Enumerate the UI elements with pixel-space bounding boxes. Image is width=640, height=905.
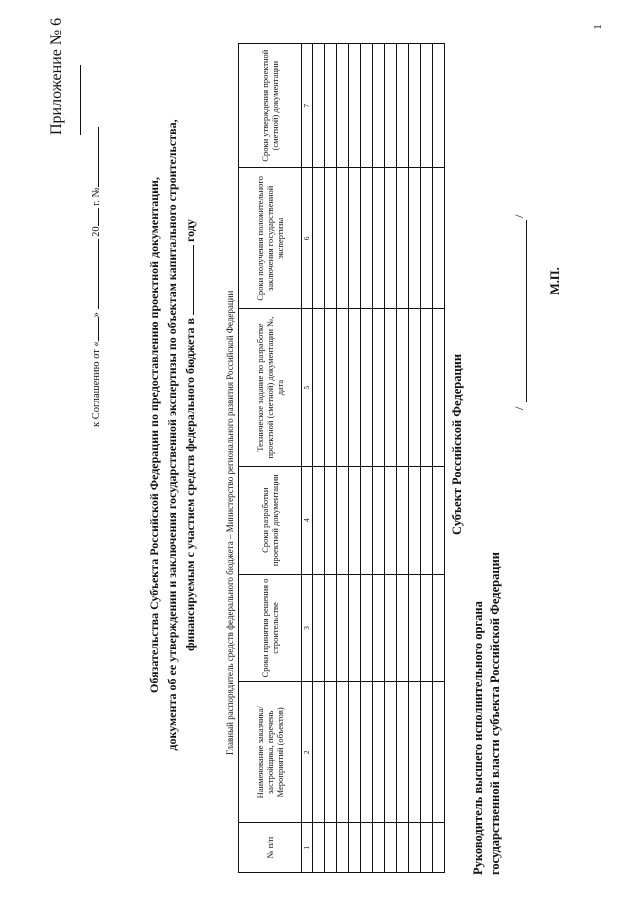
table-cell (421, 574, 433, 682)
table-header-cell: Сроки принятия решения о строительстве (239, 574, 302, 682)
table-cell (313, 823, 325, 873)
table-cell (337, 682, 349, 823)
title-line-1: Обязательства Субъекта Российской Федерации по предоставлению проектной документации, (147, 177, 161, 693)
table-header-cell: Сроки получения положительного заключения государственной экспертизы (239, 168, 302, 309)
table-cell (325, 682, 337, 823)
table-cell (325, 574, 337, 682)
table-header-cell: Сроки разработки проектной документации (239, 466, 302, 574)
agreement-quote: » (91, 312, 102, 318)
table-cell (385, 309, 397, 467)
table-cell (349, 682, 361, 823)
table-cell (397, 823, 409, 873)
appendix-text: Приложение № 6 (48, 17, 65, 135)
table-column-number: 4 (302, 466, 313, 574)
table-cell (409, 309, 421, 467)
table-cell (349, 466, 361, 574)
table-cell (325, 466, 337, 574)
document-title (145, 115, 199, 755)
table-column-number: 5 (302, 309, 313, 467)
table-row (409, 44, 421, 873)
table-cell (361, 44, 373, 168)
head-label-line-2: государственной власти субъекта Российской Федерации (488, 552, 502, 875)
table-cell (313, 309, 325, 467)
table-header-cell: Наименование заказчика/застройщика, перечень Мероприятий (объектов) (239, 682, 302, 823)
table-cell (421, 823, 433, 873)
table-cell (361, 466, 373, 574)
table-cell (433, 682, 445, 823)
table-column-number: 1 (302, 823, 313, 873)
table-cell (433, 168, 445, 309)
agreement-reference (88, 127, 102, 427)
table-cell (397, 466, 409, 574)
table-cell (433, 466, 445, 574)
table-cell (373, 309, 385, 467)
table-cell (349, 823, 361, 873)
table-cell (373, 466, 385, 574)
table-row (361, 44, 373, 873)
table-cell (337, 574, 349, 682)
table-cell (349, 309, 361, 467)
table-header-cell: Техническое задание по разработке проектной (сметной) документации №, дата (239, 309, 302, 467)
agreement-day-blank (88, 317, 99, 341)
table-row (349, 44, 361, 873)
table-cell (385, 466, 397, 574)
table-row (397, 44, 409, 873)
table-row (325, 44, 337, 873)
signature-slash-left: / (512, 406, 526, 410)
signature-line (526, 220, 527, 402)
table-cell (337, 44, 349, 168)
table-cell (421, 309, 433, 467)
table-cell (313, 574, 325, 682)
table-cell (373, 823, 385, 873)
table-cell (349, 168, 361, 309)
table-header-row (239, 44, 302, 873)
table-cell (313, 44, 325, 168)
table-cell (409, 44, 421, 168)
table-cell (433, 309, 445, 467)
table-cell (313, 466, 325, 574)
table-row (337, 44, 349, 873)
table-cell (325, 823, 337, 873)
agreement-year-blank (88, 208, 99, 226)
subject-title: Субъект Российской Федерации (450, 353, 464, 535)
table-cell (361, 682, 373, 823)
title-year-blank (182, 245, 194, 315)
title-line-3-prefix: финансируемым с участием средств федерального бюджета в (183, 318, 197, 651)
table-cell (361, 823, 373, 873)
table-cell (313, 682, 325, 823)
agreement-month-blank (88, 239, 99, 309)
agreement-number-blank (88, 127, 99, 187)
table-cell (325, 168, 337, 309)
appendix-label (48, 0, 86, 135)
table-cell (325, 44, 337, 168)
table-cell (421, 682, 433, 823)
seal-placeholder: М.П. (548, 267, 562, 295)
head-label-line-1: Руководитель высшего исполнительного органа (471, 601, 485, 875)
table-cell (337, 309, 349, 467)
table-cell (421, 44, 433, 168)
table-row (421, 44, 433, 873)
table-cell (409, 574, 421, 682)
table-cell (409, 466, 421, 574)
table-cell (373, 44, 385, 168)
signature-slash-right: / (512, 214, 526, 218)
appendix-blank (66, 65, 81, 135)
table-cell (373, 574, 385, 682)
table-cell (409, 823, 421, 873)
table-cell (325, 309, 337, 467)
table-body (313, 44, 445, 873)
table-header-cell: Сроки утверждения проектной (сметной) документации (239, 44, 302, 168)
table-cell (421, 466, 433, 574)
table-column-number: 6 (302, 168, 313, 309)
table-cell (397, 682, 409, 823)
table-cell (373, 168, 385, 309)
table-column-number: 7 (302, 44, 313, 168)
table-cell (385, 574, 397, 682)
title-line-2: документа об ее утверждении и заключения государственной экспертизы по объектам капитального строительства, (165, 119, 179, 751)
table-cell (409, 168, 421, 309)
table-cell (409, 682, 421, 823)
table-row (433, 44, 445, 873)
agreement-year-prefix: 20 (91, 226, 102, 237)
table-row (313, 44, 325, 873)
table-cell (373, 682, 385, 823)
table-cell (397, 44, 409, 168)
table-column-number: 3 (302, 574, 313, 682)
table-cell (361, 309, 373, 467)
table-column-numbers-row (302, 44, 313, 873)
table-cell (397, 309, 409, 467)
title-line-3 (181, 115, 199, 755)
table-cell (349, 574, 361, 682)
table-cell (361, 574, 373, 682)
table-cell (397, 574, 409, 682)
table-cell (361, 168, 373, 309)
table-cell (337, 466, 349, 574)
table-cell (385, 682, 397, 823)
table-cell (385, 823, 397, 873)
agreement-number-label: г. № (91, 187, 102, 206)
obligations-table (238, 43, 445, 873)
agreement-prefix: к Соглашению от « (91, 341, 102, 427)
head-official-label (470, 552, 504, 875)
table-cell (337, 168, 349, 309)
table-header-cell: № п/п (239, 823, 302, 873)
table-cell (433, 574, 445, 682)
table-row (385, 44, 397, 873)
table-cell (421, 168, 433, 309)
table-cell (385, 168, 397, 309)
table-row (373, 44, 385, 873)
table-cell (337, 823, 349, 873)
table-column-number: 2 (302, 682, 313, 823)
page-number: 1 (592, 24, 604, 30)
table-cell (349, 44, 361, 168)
table-cell (433, 44, 445, 168)
main-manager-caption: Главный распорядитель средств федерального бюджета – Министерство регионального развития Российской Федерации (225, 290, 235, 755)
table-cell (397, 168, 409, 309)
table-cell (433, 823, 445, 873)
table-cell (313, 168, 325, 309)
title-line-3-suffix: году (183, 219, 197, 242)
table-cell (385, 44, 397, 168)
